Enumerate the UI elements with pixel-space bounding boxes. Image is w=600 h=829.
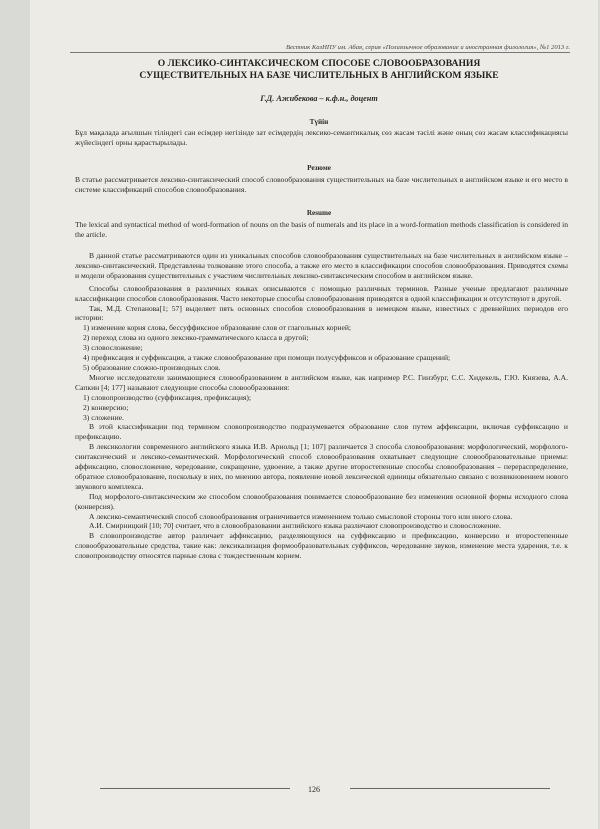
title-line-2: СУЩЕСТВИТЕЛЬНЫХ НА БАЗЕ ЧИСЛИТЕЛЬНЫХ В АНГЛИЙСКОМ ЯЗЫКЕ	[139, 69, 499, 81]
abstract-kz	[75, 128, 568, 148]
abstract-ru-text: В статье рассматривается лексико-синтаксический способ словообразования существительных на базе числительных в английском языке и его место в системе классификаций способов словообразования.	[75, 175, 568, 194]
paragraph: А лексико-семантический способ словообразования ограничивается изменением только смысловой стороны того или иного слова.	[89, 511, 513, 521]
abstract-en-text: The lexical and syntactical method of word-formation of nouns on the basis of numerals and its place in a word-formation methods classification is considered in the article.	[75, 220, 568, 239]
author-line: Г.Д. Ажибекова – к.ф.н., доцент	[260, 94, 378, 103]
list-item: 2) конверсию;	[83, 402, 129, 412]
article-body	[75, 251, 568, 561]
paper-page	[30, 0, 598, 829]
abstract-en-heading: Resume	[306, 209, 332, 217]
abstract-ru-heading: Резюме	[307, 164, 331, 172]
list-item: 3) словосложение;	[83, 343, 143, 353]
paragraph: В словопроизводстве автор различает аффиксацию, разделяющуюся на суффиксацию и префиксацию, конверсию и второстепенные словообразовательные средства, такие как: лексикализация формообразовательных суффиксов, чередование звуков, изменение места ударения, т.е. к словопроизводству относятся парные слова с тождественным корнем.	[75, 531, 568, 561]
abstract-en	[75, 220, 568, 240]
title-line-1: О ЛЕКСИКО-СИНТАКСИЧЕСКОМ СПОСОБЕ СЛОВООБРАЗОВАНИЯ	[157, 58, 481, 69]
page-number: 126	[308, 785, 320, 794]
list-item: 1) изменение корня слова, бессуффиксное образование слов от глагольных корней;	[83, 323, 351, 333]
paragraph: Многие исследователи занимающиеся словообразованием в английском языке, как например Р.С. Гинзбург, С.С. Хидекель, Г.Ю. Князева, А.А. Сапкин [4; 177] называют следующие способы словообразования:	[75, 372, 568, 392]
list-item: 1) словопроизводство (суффиксация, префиксация);	[83, 392, 252, 402]
list-item: 5) образование сложно-производных слов.	[83, 362, 221, 372]
journal-header: Вестник КазНПУ им. Абая, серия «Полиязычное образование и иностранная филология», №1 2013 г.	[70, 44, 570, 53]
abstract-ru	[75, 175, 568, 195]
paragraph: Способы словообразования в различных языках описываются с помощью различных терминов. Разные ученые предлагают различные классификации способов словообразования. Часто некоторые способы словообразования приводятся в одной классификации и отсутствуют в другой.	[75, 283, 568, 303]
paragraph: В лексикологии современного английского языка И.В. Арнольд [1; 107] различается 3 способа словообразования: морфологический, морфолого-синтаксический и лексико-семантический. Морфологический способ словообразования охватывает следующие словообразовательные приемы: аффиксацию, словосложение, чередование, сокращение, удвоение, а также другие второстепенные способы словообразования – перераспределение, обратное словообразование, поскольку в них, по мнению автора, появление новой лексической единицы обязательно связано с возникновением нового звукового комплекса.	[75, 442, 568, 491]
article-title	[70, 58, 568, 81]
paragraph: А.И. Смирницкий [10; 70] считает, что в словообразовании английского языка различают словопроизводство и словосложение.	[89, 521, 501, 531]
abstract-kz-text: Бұл мақалада ағылшын тіліндегі сан есімдер негізінде зат есімдердің лексико-семантикалық сөз жасам тәсілі және оның сөз жасам классификациясы жүйесіндегі орны қарастырылады.	[75, 128, 568, 147]
paragraph: В этой классификации под термином словопроизводство подразумевается образование слов путем аффиксации, включая суффиксацию и префиксацию.	[75, 422, 568, 442]
list-item: 2) переход слова из одного лексико-грамматического класса в другой;	[83, 333, 309, 343]
paragraph: Под морфолого-синтаксическим же способом словообразования понимается словообразование без изменения основной формы исходного слова (конверсия).	[75, 491, 568, 511]
list-item: 3) сложение.	[83, 412, 124, 422]
list-item: 4) префиксация и суффиксация, а также словообразование при помощи полусуффиксов и образование сращений;	[83, 353, 451, 363]
paragraph: В данной статье рассматриваются один из уникальных способов словообразования существительных на базе числительных в английском языке – лексико-синтаксический. Представлены толкование этого способа, а также его место в классификации способов словообразования. Приводятся схемы и модели образования существительных с участием числительных лексико-синтаксическим способом в английском языке.	[75, 251, 568, 280]
paragraph: Так, М.Д. Степанова[1; 57] выделяет пять основных способов словообразования в немецком языке, известных с древнейших периодов его истории:	[75, 303, 568, 323]
abstract-kz-heading: Түйін	[309, 118, 329, 126]
